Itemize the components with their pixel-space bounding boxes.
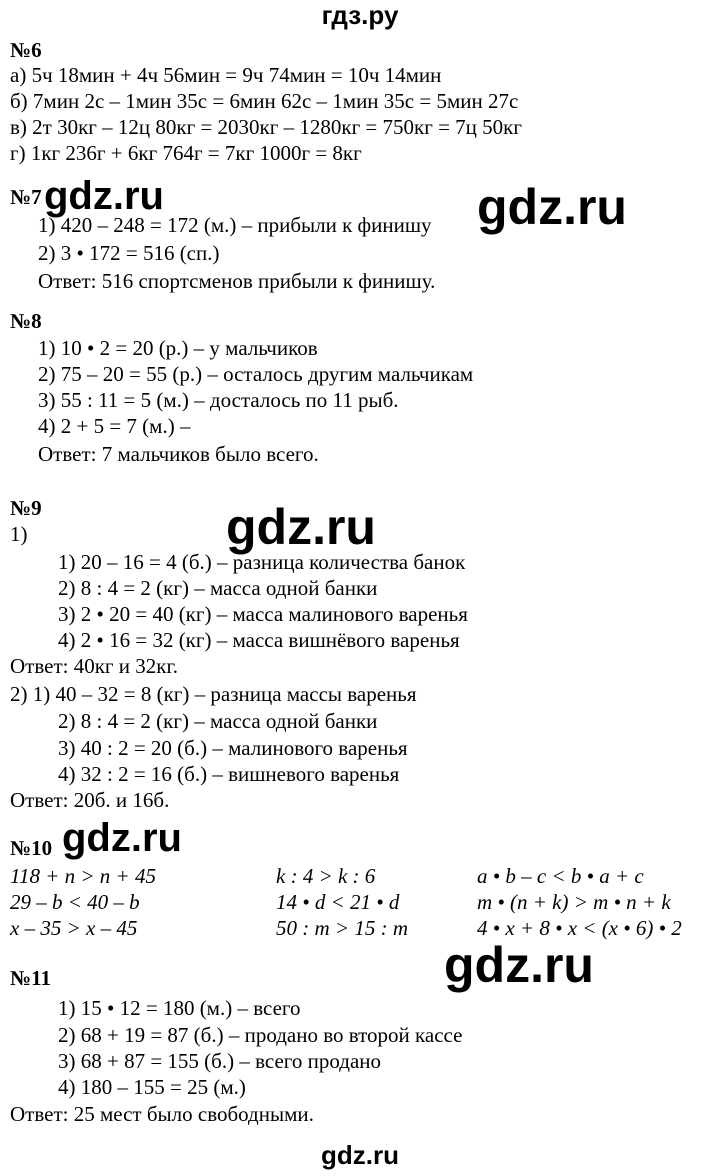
task-9-part-2-line-4: 4) 32 : 2 = 16 (б.) – вишневого варенья <box>58 762 400 786</box>
task-11-line-1: 1) 15 • 12 = 180 (м.) – всего <box>58 996 301 1020</box>
task-7-answer: Ответ: 516 спортсменов прибыли к финишу. <box>38 269 436 293</box>
task-8-line-3: 3) 55 : 11 = 5 (м.) – досталось по 11 рыб. <box>38 388 399 412</box>
task-8-line-4: 4) 2 + 5 = 7 (м.) – <box>38 414 191 438</box>
task-7-line-1: 1) 420 – 248 = 172 (м.) – прибыли к финишу <box>38 213 432 237</box>
task-10-row-1-col-1: 118 + n > n + 45 <box>10 864 156 888</box>
task-11-line-3: 3) 68 + 87 = 155 (б.) – всего продано <box>58 1049 382 1073</box>
task-9-part-1-line-3: 3) 2 • 20 = 40 (кг) – масса малинового варенья <box>58 602 468 626</box>
task-10-row-2-col-1: 29 – b < 40 – b <box>10 890 140 914</box>
task-8-line-1: 1) 10 • 2 = 20 (р.) – у мальчиков <box>38 336 318 360</box>
site-header: гдз.ру <box>321 0 399 30</box>
task-10-row-3-col-1: x – 35 > x – 45 <box>10 916 138 940</box>
task-6-title: №6 <box>10 38 42 62</box>
task-10-row-1-col-2: k : 4 > k : 6 <box>276 864 376 888</box>
task-9-part-2-line-1: 2) 1) 40 – 32 = 8 (кг) – разница массы варенья <box>10 682 417 706</box>
task-9-part-2-answer: Ответ: 20б. и 16б. <box>10 788 170 812</box>
task-10-title: №10 <box>10 836 53 860</box>
site-footer: gdz.ru <box>321 1140 399 1170</box>
task-6-line-a: а) 5ч 18мин + 4ч 56мин = 9ч 74мин = 10ч 14мин <box>10 63 442 87</box>
task-7-line-2: 2) 3 • 172 = 516 (сп.) <box>38 241 220 265</box>
task-9-part-2-line-3: 3) 40 : 2 = 20 (б.) – малинового варенья <box>58 736 408 760</box>
task-9-part-1-answer: Ответ: 40кг и 32кг. <box>10 654 178 678</box>
task-11-title: №11 <box>10 966 51 990</box>
watermark: gdz.ru <box>44 174 164 218</box>
task-8-line-2: 2) 75 – 20 = 55 (р.) – осталось другим мальчикам <box>38 362 474 386</box>
task-7-title: №7 <box>10 185 42 209</box>
task-8-title: №8 <box>10 309 42 333</box>
task-6-line-g: г) 1кг 236г + 6кг 764г = 7кг 1000г = 8кг <box>10 141 362 165</box>
task-11-line-2: 2) 68 + 19 = 87 (б.) – продано во второй кассе <box>58 1023 463 1047</box>
task-11-answer: Ответ: 25 мест было свободными. <box>10 1102 314 1126</box>
task-10-row-3-col-2: 50 : m > 15 : m <box>276 916 408 940</box>
watermark: gdz.ru <box>226 499 376 555</box>
watermark: gdz.ru <box>444 937 594 993</box>
task-10-row-1-col-3: a • b – c < b • a + c <box>477 864 644 888</box>
task-9-part-2-line-2: 2) 8 : 4 = 2 (кг) – масса одной банки <box>58 709 378 733</box>
task-10-row-2-col-3: m • (n + k) > m • n + k <box>477 890 671 914</box>
task-9-title: №9 <box>10 496 42 520</box>
task-11-line-4: 4) 180 – 155 = 25 (м.) <box>58 1075 246 1099</box>
task-9-part-1-label: 1) <box>10 522 28 546</box>
task-9-part-1-line-4: 4) 2 • 16 = 32 (кг) – масса вишнёвого варенья <box>58 628 460 652</box>
task-6-line-b: б) 7мин 2с – 1мин 35с = 6мин 62с – 1мин 35с = 5мин 27с <box>10 89 519 113</box>
task-8-answer: Ответ: 7 мальчиков было всего. <box>38 442 319 466</box>
task-10-row-3-col-3: 4 • x + 8 • x < (x • 6) • 2 <box>477 916 682 940</box>
task-9-part-1-line-2: 2) 8 : 4 = 2 (кг) – масса одной банки <box>58 576 378 600</box>
watermark: gdz.ru <box>62 816 182 860</box>
watermark: gdz.ru <box>477 179 627 235</box>
task-9-part-1-line-1: 1) 20 – 16 = 4 (б.) – разница количества банок <box>58 550 466 574</box>
task-6-line-v: в) 2т 30кг – 12ц 80кг = 2030кг – 1280кг = 750кг = 7ц 50кг <box>10 115 522 139</box>
task-10-row-2-col-2: 14 • d < 21 • d <box>276 890 400 914</box>
